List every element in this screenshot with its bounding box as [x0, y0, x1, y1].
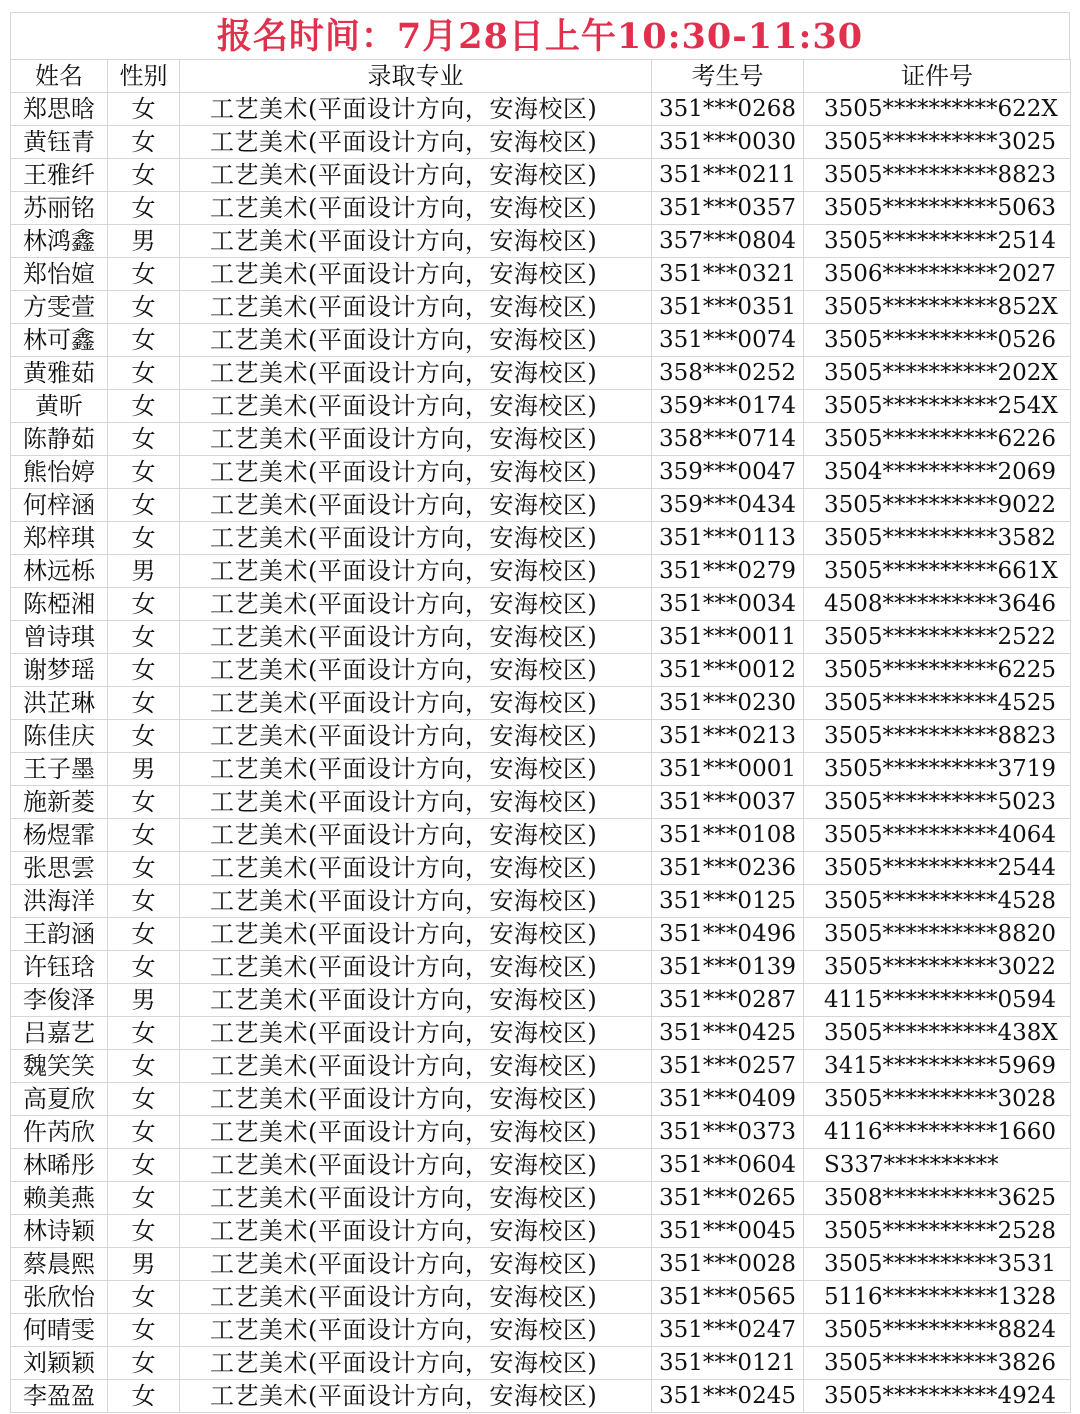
cell-name: 何晴雯: [11, 1314, 108, 1347]
table-row: [11, 819, 1071, 852]
table-row: [11, 126, 1071, 159]
cell-gender: 女: [108, 786, 180, 819]
cell-exam-number: 351***0268: [652, 93, 804, 126]
admission-sheet: [10, 12, 1070, 1413]
cell-gender: 女: [108, 93, 180, 126]
cell-exam-number: 351***0125: [652, 885, 804, 918]
cell-id-number: 3505**********6226: [804, 423, 1071, 456]
cell-major: 工艺美术(平面设计方向，安海校区): [180, 1314, 652, 1347]
header-id-number: 证件号: [804, 60, 1071, 93]
cell-exam-number: 351***0279: [652, 555, 804, 588]
cell-id-number: 3508**********3625: [804, 1182, 1071, 1215]
cell-id-number: 3505**********8823: [804, 159, 1071, 192]
cell-name: 杨煜霏: [11, 819, 108, 852]
cell-gender: 女: [108, 654, 180, 687]
cell-name: 李俊泽: [11, 984, 108, 1017]
cell-name: 黄昕: [11, 390, 108, 423]
table-header-row: [11, 60, 1071, 93]
cell-major: 工艺美术(平面设计方向，安海校区): [180, 192, 652, 225]
cell-name: 张欣怡: [11, 1281, 108, 1314]
cell-major: 工艺美术(平面设计方向，安海校区): [180, 588, 652, 621]
cell-gender: 男: [108, 555, 180, 588]
table-row: [11, 1314, 1071, 1347]
table-row: [11, 159, 1071, 192]
table-row: [11, 852, 1071, 885]
cell-major: 工艺美术(平面设计方向，安海校区): [180, 1347, 652, 1380]
cell-major: 工艺美术(平面设计方向，安海校区): [180, 1248, 652, 1281]
cell-name: 王子墨: [11, 753, 108, 786]
table-row: [11, 1149, 1071, 1182]
table-body: [11, 93, 1071, 1413]
cell-exam-number: 351***0074: [652, 324, 804, 357]
cell-gender: 女: [108, 1380, 180, 1413]
header-exam-number: 考生号: [652, 60, 804, 93]
table-row: [11, 588, 1071, 621]
table-row: [11, 753, 1071, 786]
cell-name: 陈静茹: [11, 423, 108, 456]
table-row: [11, 621, 1071, 654]
cell-id-number: 3505**********3025: [804, 126, 1071, 159]
cell-name: 方雯萱: [11, 291, 108, 324]
table-row: [11, 984, 1071, 1017]
cell-name: 林诗颖: [11, 1215, 108, 1248]
table-row: [11, 192, 1071, 225]
cell-exam-number: 351***0604: [652, 1149, 804, 1182]
table-row: [11, 1050, 1071, 1083]
cell-id-number: 3505**********8820: [804, 918, 1071, 951]
cell-major: 工艺美术(平面设计方向，安海校区): [180, 951, 652, 984]
cell-gender: 女: [108, 1215, 180, 1248]
header-major: 录取专业: [180, 60, 652, 93]
cell-exam-number: 351***0373: [652, 1116, 804, 1149]
cell-major: 工艺美术(平面设计方向，安海校区): [180, 489, 652, 522]
cell-name: 仵芮欣: [11, 1116, 108, 1149]
table-row: [11, 357, 1071, 390]
cell-exam-number: 351***0245: [652, 1380, 804, 1413]
cell-id-number: 3505**********202X: [804, 357, 1071, 390]
cell-exam-number: 359***0174: [652, 390, 804, 423]
cell-gender: 女: [108, 1281, 180, 1314]
table-row: [11, 654, 1071, 687]
cell-major: 工艺美术(平面设计方向，安海校区): [180, 1083, 652, 1116]
cell-exam-number: 351***0409: [652, 1083, 804, 1116]
cell-id-number: 3505**********622X: [804, 93, 1071, 126]
table-row: [11, 1182, 1071, 1215]
cell-major: 工艺美术(平面设计方向，安海校区): [180, 225, 652, 258]
cell-exam-number: 351***0113: [652, 522, 804, 555]
cell-name: 魏笑笑: [11, 1050, 108, 1083]
cell-id-number: 3505**********2528: [804, 1215, 1071, 1248]
cell-gender: 女: [108, 852, 180, 885]
cell-name: 李盈盈: [11, 1380, 108, 1413]
cell-major: 工艺美术(平面设计方向，安海校区): [180, 291, 652, 324]
cell-name: 洪芷琳: [11, 687, 108, 720]
table-row: [11, 1116, 1071, 1149]
cell-name: 何梓涵: [11, 489, 108, 522]
cell-exam-number: 351***0565: [652, 1281, 804, 1314]
cell-id-number: 3415**********5969: [804, 1050, 1071, 1083]
cell-id-number: 3505**********3022: [804, 951, 1071, 984]
table-row: [11, 1248, 1071, 1281]
cell-name: 林可鑫: [11, 324, 108, 357]
cell-id-number: 3505**********3531: [804, 1248, 1071, 1281]
cell-major: 工艺美术(平面设计方向，安海校区): [180, 1182, 652, 1215]
cell-name: 蔡晨熙: [11, 1248, 108, 1281]
table-row: [11, 720, 1071, 753]
cell-exam-number: 351***0045: [652, 1215, 804, 1248]
cell-name: 洪海洋: [11, 885, 108, 918]
cell-major: 工艺美术(平面设计方向，安海校区): [180, 984, 652, 1017]
cell-major: 工艺美术(平面设计方向，安海校区): [180, 918, 652, 951]
cell-name: 许钰琀: [11, 951, 108, 984]
cell-name: 谢梦瑶: [11, 654, 108, 687]
cell-major: 工艺美术(平面设计方向，安海校区): [180, 1050, 652, 1083]
cell-id-number: 3505**********3028: [804, 1083, 1071, 1116]
cell-gender: 女: [108, 819, 180, 852]
cell-id-number: 3505**********3826: [804, 1347, 1071, 1380]
cell-gender: 女: [108, 1347, 180, 1380]
cell-name: 郑梓琪: [11, 522, 108, 555]
table-row: [11, 522, 1071, 555]
cell-exam-number: 351***0257: [652, 1050, 804, 1083]
header-gender: 性别: [108, 60, 180, 93]
cell-major: 工艺美术(平面设计方向，安海校区): [180, 1017, 652, 1050]
cell-exam-number: 357***0804: [652, 225, 804, 258]
cell-gender: 女: [108, 1116, 180, 1149]
cell-name: 高夏欣: [11, 1083, 108, 1116]
table-row: [11, 225, 1071, 258]
cell-exam-number: 351***0287: [652, 984, 804, 1017]
cell-id-number: 3505**********8824: [804, 1314, 1071, 1347]
cell-id-number: 3505**********3582: [804, 522, 1071, 555]
cell-gender: 女: [108, 1083, 180, 1116]
cell-exam-number: 351***0028: [652, 1248, 804, 1281]
cell-name: 林鸿鑫: [11, 225, 108, 258]
cell-id-number: 3505**********4924: [804, 1380, 1071, 1413]
cell-name: 赖美燕: [11, 1182, 108, 1215]
table-row: [11, 951, 1071, 984]
cell-name: 林远栎: [11, 555, 108, 588]
cell-major: 工艺美术(平面设计方向，安海校区): [180, 1215, 652, 1248]
table-row: [11, 555, 1071, 588]
cell-gender: 女: [108, 159, 180, 192]
cell-id-number: 3505**********661X: [804, 555, 1071, 588]
cell-gender: 女: [108, 621, 180, 654]
cell-name: 刘颖颖: [11, 1347, 108, 1380]
cell-exam-number: 351***0351: [652, 291, 804, 324]
cell-major: 工艺美术(平面设计方向，安海校区): [180, 93, 652, 126]
cell-name: 黄钰青: [11, 126, 108, 159]
cell-exam-number: 351***0211: [652, 159, 804, 192]
cell-name: 林晞彤: [11, 1149, 108, 1182]
cell-exam-number: 351***0425: [652, 1017, 804, 1050]
cell-name: 陈椏湘: [11, 588, 108, 621]
table-row: [11, 93, 1071, 126]
table-row: [11, 1083, 1071, 1116]
cell-gender: 女: [108, 456, 180, 489]
table-row: [11, 1215, 1071, 1248]
cell-name: 王韵涵: [11, 918, 108, 951]
cell-exam-number: 351***0357: [652, 192, 804, 225]
cell-major: 工艺美术(平面设计方向，安海校区): [180, 753, 652, 786]
cell-exam-number: 351***0034: [652, 588, 804, 621]
cell-exam-number: 351***0321: [652, 258, 804, 291]
table-row: [11, 1017, 1071, 1050]
cell-major: 工艺美术(平面设计方向，安海校区): [180, 885, 652, 918]
cell-gender: 女: [108, 423, 180, 456]
cell-id-number: 3505**********254X: [804, 390, 1071, 423]
table-row: [11, 423, 1071, 456]
cell-exam-number: 351***0265: [652, 1182, 804, 1215]
cell-major: 工艺美术(平面设计方向，安海校区): [180, 621, 652, 654]
cell-major: 工艺美术(平面设计方向，安海校区): [180, 555, 652, 588]
cell-exam-number: 351***0037: [652, 786, 804, 819]
cell-exam-number: 351***0012: [652, 654, 804, 687]
cell-major: 工艺美术(平面设计方向，安海校区): [180, 1149, 652, 1182]
cell-id-number: 3505**********0526: [804, 324, 1071, 357]
table-row: [11, 456, 1071, 489]
cell-id-number: 3506**********2027: [804, 258, 1071, 291]
cell-gender: 女: [108, 1182, 180, 1215]
cell-major: 工艺美术(平面设计方向，安海校区): [180, 687, 652, 720]
cell-id-number: 3505**********2544: [804, 852, 1071, 885]
cell-id-number: 5116**********1328: [804, 1281, 1071, 1314]
cell-gender: 女: [108, 357, 180, 390]
cell-id-number: 3505**********2514: [804, 225, 1071, 258]
cell-gender: 女: [108, 687, 180, 720]
cell-exam-number: 351***0121: [652, 1347, 804, 1380]
cell-id-number: 4115**********0594: [804, 984, 1071, 1017]
cell-name: 张思雲: [11, 852, 108, 885]
table-row: [11, 687, 1071, 720]
cell-exam-number: 351***0496: [652, 918, 804, 951]
cell-name: 熊怡婷: [11, 456, 108, 489]
cell-gender: 女: [108, 1149, 180, 1182]
cell-major: 工艺美术(平面设计方向，安海校区): [180, 1281, 652, 1314]
cell-exam-number: 359***0047: [652, 456, 804, 489]
cell-major: 工艺美术(平面设计方向，安海校区): [180, 1116, 652, 1149]
cell-id-number: 3504**********2069: [804, 456, 1071, 489]
cell-major: 工艺美术(平面设计方向，安海校区): [180, 324, 652, 357]
cell-exam-number: 351***0001: [652, 753, 804, 786]
cell-gender: 男: [108, 753, 180, 786]
cell-id-number: 3505**********3719: [804, 753, 1071, 786]
cell-major: 工艺美术(平面设计方向，安海校区): [180, 159, 652, 192]
table-row: [11, 918, 1071, 951]
cell-gender: 女: [108, 1017, 180, 1050]
cell-major: 工艺美术(平面设计方向，安海校区): [180, 1380, 652, 1413]
table-row: [11, 786, 1071, 819]
cell-gender: 女: [108, 291, 180, 324]
table-row: [11, 489, 1071, 522]
cell-gender: 女: [108, 588, 180, 621]
header-name: 姓名: [11, 60, 108, 93]
cell-gender: 男: [108, 984, 180, 1017]
cell-exam-number: 351***0011: [652, 621, 804, 654]
cell-id-number: 3505**********4528: [804, 885, 1071, 918]
cell-major: 工艺美术(平面设计方向，安海校区): [180, 819, 652, 852]
cell-exam-number: 351***0108: [652, 819, 804, 852]
cell-name: 曾诗琪: [11, 621, 108, 654]
cell-major: 工艺美术(平面设计方向，安海校区): [180, 390, 652, 423]
cell-gender: 男: [108, 225, 180, 258]
cell-gender: 女: [108, 1314, 180, 1347]
cell-gender: 女: [108, 918, 180, 951]
cell-major: 工艺美术(平面设计方向，安海校区): [180, 126, 652, 159]
cell-gender: 女: [108, 126, 180, 159]
cell-id-number: 3505**********5063: [804, 192, 1071, 225]
table-row: [11, 258, 1071, 291]
cell-id-number: 3505**********852X: [804, 291, 1071, 324]
cell-id-number: 3505**********9022: [804, 489, 1071, 522]
table-row: [11, 1380, 1071, 1413]
table-row: [11, 885, 1071, 918]
cell-major: 工艺美术(平面设计方向，安海校区): [180, 852, 652, 885]
table-row: [11, 390, 1071, 423]
cell-exam-number: 359***0434: [652, 489, 804, 522]
cell-exam-number: 351***0030: [652, 126, 804, 159]
cell-major: 工艺美术(平面设计方向，安海校区): [180, 654, 652, 687]
cell-gender: 女: [108, 192, 180, 225]
cell-major: 工艺美术(平面设计方向，安海校区): [180, 258, 652, 291]
cell-id-number: 3505**********4525: [804, 687, 1071, 720]
cell-gender: 女: [108, 885, 180, 918]
cell-major: 工艺美术(平面设计方向，安海校区): [180, 522, 652, 555]
cell-name: 王雅纤: [11, 159, 108, 192]
cell-gender: 女: [108, 258, 180, 291]
cell-major: 工艺美术(平面设计方向，安海校区): [180, 720, 652, 753]
admission-table: [10, 59, 1071, 1413]
cell-name: 施新菱: [11, 786, 108, 819]
cell-id-number: 3505**********8823: [804, 720, 1071, 753]
page-title: 报名时间：7月28日上午10:30-11:30: [10, 12, 1070, 59]
cell-exam-number: 351***0139: [652, 951, 804, 984]
cell-id-number: 3505**********5023: [804, 786, 1071, 819]
cell-gender: 男: [108, 1248, 180, 1281]
cell-major: 工艺美术(平面设计方向，安海校区): [180, 786, 652, 819]
cell-id-number: 4508**********3646: [804, 588, 1071, 621]
cell-id-number: S337**********: [804, 1149, 1071, 1182]
table-row: [11, 291, 1071, 324]
cell-name: 苏丽铭: [11, 192, 108, 225]
cell-major: 工艺美术(平面设计方向，安海校区): [180, 456, 652, 489]
cell-name: 陈佳庆: [11, 720, 108, 753]
cell-gender: 女: [108, 951, 180, 984]
cell-gender: 女: [108, 489, 180, 522]
cell-exam-number: 351***0213: [652, 720, 804, 753]
cell-exam-number: 358***0714: [652, 423, 804, 456]
cell-id-number: 3505**********438X: [804, 1017, 1071, 1050]
cell-gender: 女: [108, 522, 180, 555]
cell-major: 工艺美术(平面设计方向，安海校区): [180, 357, 652, 390]
table-row: [11, 324, 1071, 357]
cell-id-number: 3505**********6225: [804, 654, 1071, 687]
cell-gender: 女: [108, 390, 180, 423]
cell-gender: 女: [108, 720, 180, 753]
cell-name: 吕嘉艺: [11, 1017, 108, 1050]
table-row: [11, 1281, 1071, 1314]
cell-gender: 女: [108, 1050, 180, 1083]
cell-exam-number: 351***0247: [652, 1314, 804, 1347]
cell-id-number: 3505**********2522: [804, 621, 1071, 654]
cell-exam-number: 351***0230: [652, 687, 804, 720]
cell-name: 黄雅茹: [11, 357, 108, 390]
cell-id-number: 3505**********4064: [804, 819, 1071, 852]
cell-id-number: 4116**********1660: [804, 1116, 1071, 1149]
cell-exam-number: 351***0236: [652, 852, 804, 885]
cell-name: 郑怡媗: [11, 258, 108, 291]
cell-name: 郑思晗: [11, 93, 108, 126]
cell-gender: 女: [108, 324, 180, 357]
table-row: [11, 1347, 1071, 1380]
cell-exam-number: 358***0252: [652, 357, 804, 390]
cell-major: 工艺美术(平面设计方向，安海校区): [180, 423, 652, 456]
